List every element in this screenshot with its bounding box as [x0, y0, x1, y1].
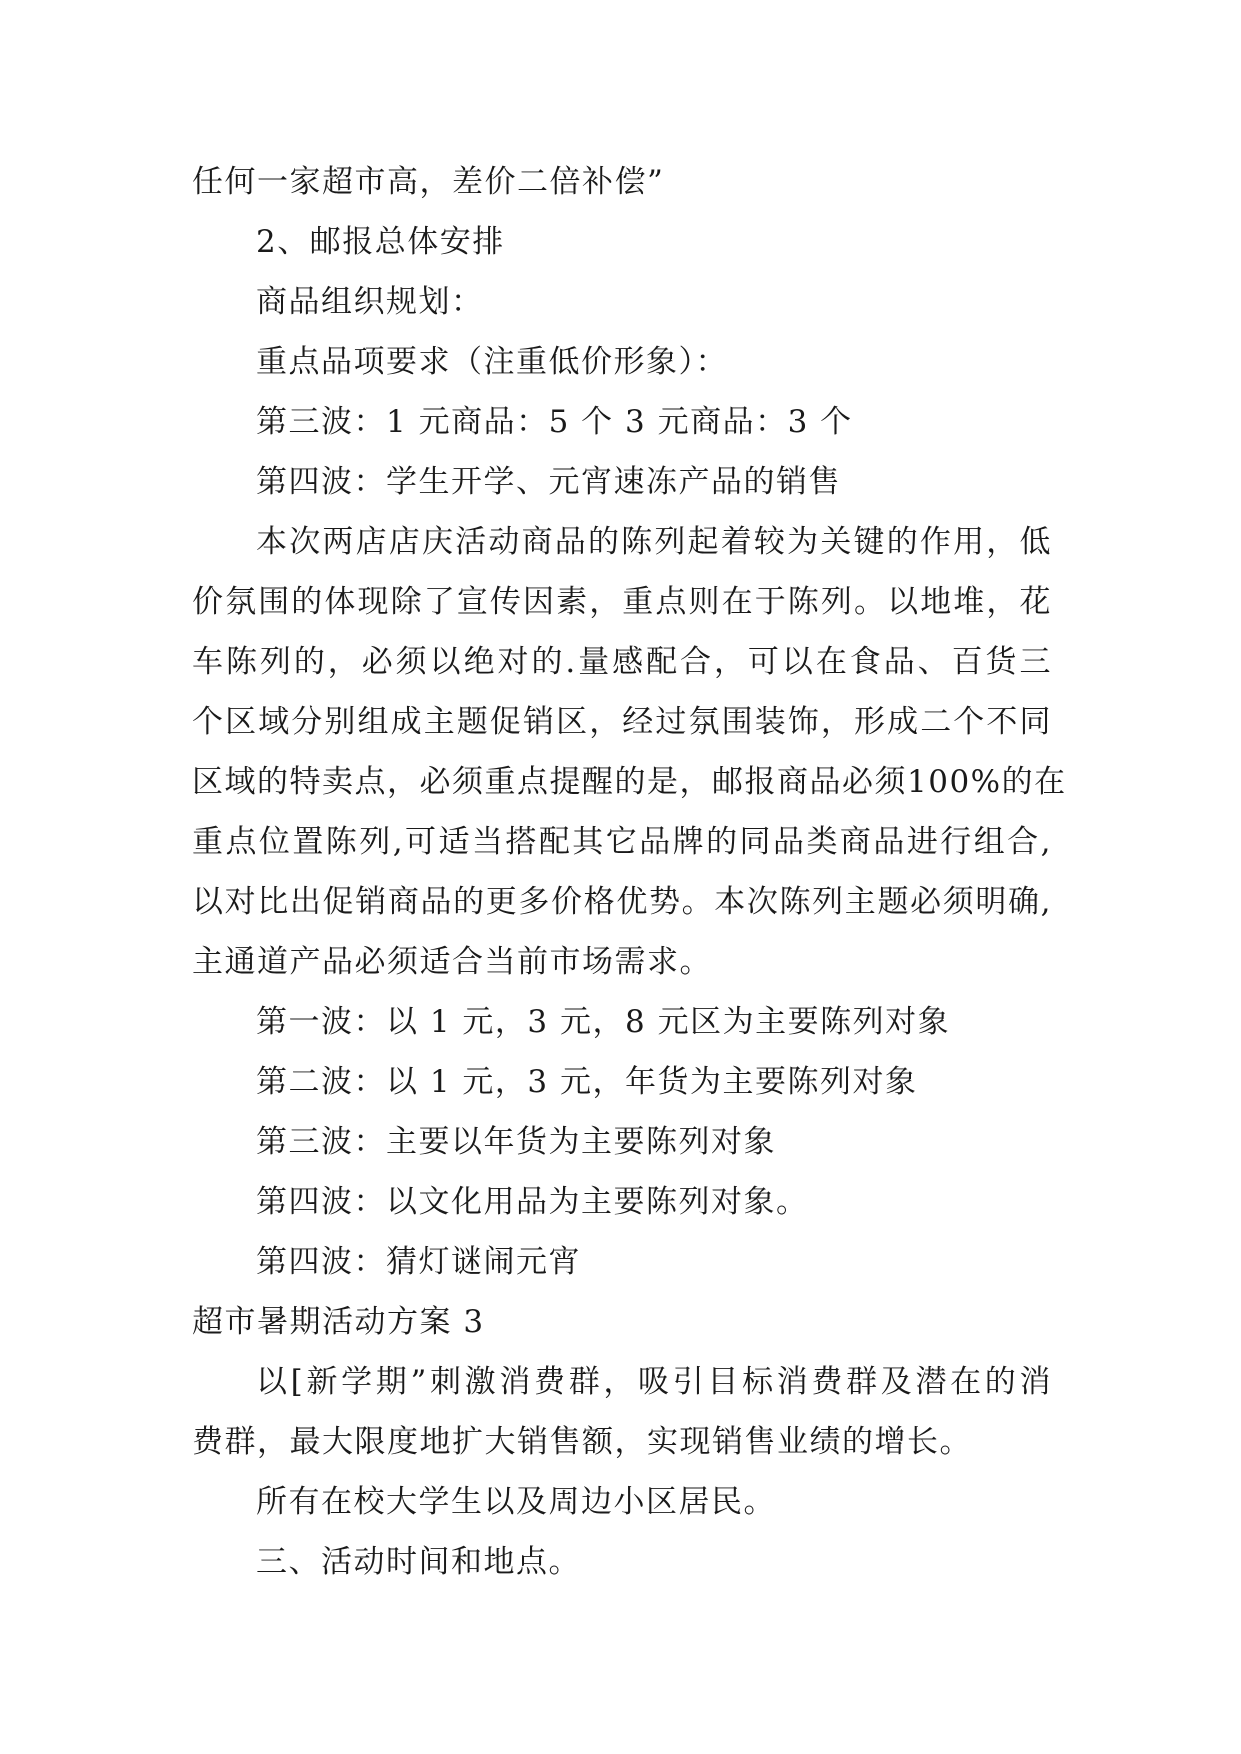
text-line: 第三波：主要以年货为主要陈列对象 — [256, 1124, 776, 1160]
text-line: 重点品项要求（注重低价形象）： — [256, 344, 728, 380]
text-line: 所有在校大学生以及周边小区居民。 — [256, 1484, 776, 1520]
paragraph-line: 价氛围的体现除了宣传因素，重点则在于陈列。以地堆，花 — [192, 584, 1052, 620]
paragraph-line: 本次两店店庆活动商品的陈列起着较为关键的作用，低 — [256, 524, 1052, 560]
text-line: 商品组织规划： — [256, 284, 484, 320]
text-line: 第四波：猜灯谜闹元宵 — [256, 1244, 581, 1280]
text-line: 任何一家超市高，差价二倍补偿” — [192, 164, 665, 200]
text-line: 第四波：学生开学、元宵速冻产品的销售 — [256, 464, 841, 500]
text-line: 第三波：1 元商品：5 个 3 元商品：3 个 — [256, 404, 853, 440]
paragraph-line: 个区域分别组成主题促销区，经过氛围装饰，形成二个不同 — [192, 704, 1052, 740]
paragraph-line: 车陈列的，必须以绝对的.量感配合，可以在食品、百货三 — [192, 644, 1052, 680]
section-heading: 2、邮报总体安排 — [256, 224, 505, 260]
paragraph-line: 重点位置陈列,可适当搭配其它品牌的同品类商品进行组合, — [192, 824, 1052, 860]
section-heading: 三、活动时间和地点。 — [256, 1544, 581, 1580]
text-line: 第二波：以 1 元，3 元，年货为主要陈列对象 — [256, 1064, 918, 1100]
document-heading: 超市暑期活动方案 3 — [192, 1304, 485, 1340]
paragraph-line: 以对比出促销商品的更多价格优势。本次陈列主题必须明确, — [192, 884, 1052, 920]
document-page — [192, 152, 1067, 1592]
paragraph-line: 区域的特卖点，必须重点提醒的是，邮报商品必须100%的在 — [192, 764, 1067, 800]
paragraph-line: 费群，最大限度地扩大销售额，实现销售业绩的增长。 — [192, 1424, 972, 1460]
text-line: 第四波：以文化用品为主要陈列对象。 — [256, 1184, 809, 1220]
text-line: 第一波：以 1 元，3 元，8 元区为主要陈列对象 — [256, 1004, 951, 1040]
paragraph-line: 以[新学期”刺激消费群，吸引目标消费群及潜在的消 — [256, 1364, 1052, 1400]
paragraph-line: 主通道产品必须适合当前市场需求。 — [192, 944, 712, 980]
